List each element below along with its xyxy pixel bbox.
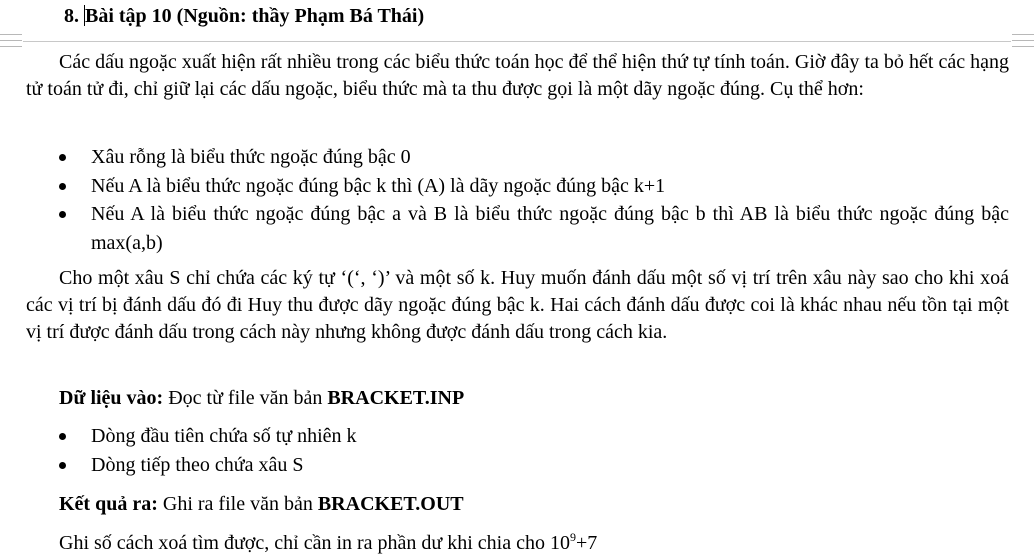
list-item [57, 143, 1009, 172]
bullet-icon [59, 154, 66, 161]
problem-paragraph[interactable]: Cho một xâu S chỉ chứa các ký tự ‘(‘, ‘)’ và một số k. Huy muốn đánh dấu một số vị trí trên xâu này sao cho khi xoá các vị trí bị đánh dấu đó đi Huy thu được dãy ngoặc đúng bậc k. Hai cách đánh dấu được coi là khác nhau nếu tồn tại một vị trí được đánh dấu trong cách này nhưng không được đánh dấu trong cách kia. [26, 267, 1009, 343]
section-number: 8. [64, 5, 79, 27]
section-heading [64, 3, 424, 29]
page-divider [23, 41, 1011, 42]
output-note-text: Ghi số cách xoá tìm được, chỉ cần in ra phần dư khi chia cho 10 [59, 532, 570, 554]
output-note[interactable] [59, 530, 597, 556]
input-label: Dữ liệu vào: [59, 387, 164, 409]
list-item [57, 451, 1009, 480]
output-label: Kết quả ra: [59, 493, 158, 515]
input-spec[interactable] [59, 385, 464, 411]
output-text: Ghi ra file văn bản [162, 493, 313, 515]
left-margin-marker [0, 34, 22, 47]
output-spec[interactable] [59, 491, 464, 517]
list-item [57, 200, 1009, 257]
right-margin-marker [1012, 34, 1034, 47]
list-item-text[interactable]: Nếu A là biểu thức ngoặc đúng bậc k thì (A) là dãy ngoặc đúng bậc k+1 [91, 174, 666, 197]
bullet-icon [59, 183, 66, 190]
list-item [57, 172, 1009, 201]
list-item-text[interactable]: Xâu rỗng là biểu thức ngoặc đúng bậc 0 [91, 146, 411, 168]
input-list [57, 422, 1009, 479]
output-note-suffix: +7 [576, 532, 598, 554]
list-item [57, 422, 1009, 451]
list-item-text[interactable]: Dòng tiếp theo chứa xâu S [91, 453, 304, 476]
input-text: Đọc từ file văn bản [168, 387, 323, 409]
input-filename: BRACKET.INP [327, 387, 465, 409]
output-filename: BRACKET.OUT [317, 493, 464, 515]
bullet-icon [59, 211, 66, 218]
section-title: Bài tập 10 (Nguồn: thầy Phạm Bá Thái) [85, 5, 425, 27]
list-item-text[interactable]: Nếu A là biểu thức ngoặc đúng bậc a và B là biểu thức ngoặc đúng bậc b thì AB là biểu thức ngoặc đúng bậc max(a,b) [91, 203, 1009, 254]
bullet-icon [59, 462, 66, 469]
list-item-text[interactable]: Dòng đầu tiên chứa số tự nhiên k [91, 425, 357, 447]
intro-paragraph[interactable]: Các dấu ngoặc xuất hiện rất nhiều trong các biểu thức toán học để thể hiện thứ tự tính toán. Giờ đây ta bỏ hết các hạng tử toán tử đi, chỉ giữ lại các dấu ngoặc, biểu thức mà ta thu được gọi là một dãy ngoặc đúng. Cụ thể hơn: [26, 51, 1009, 100]
bullet-icon [59, 433, 66, 440]
output-note-exponent: 9 [570, 530, 576, 544]
definition-list [57, 143, 1009, 257]
